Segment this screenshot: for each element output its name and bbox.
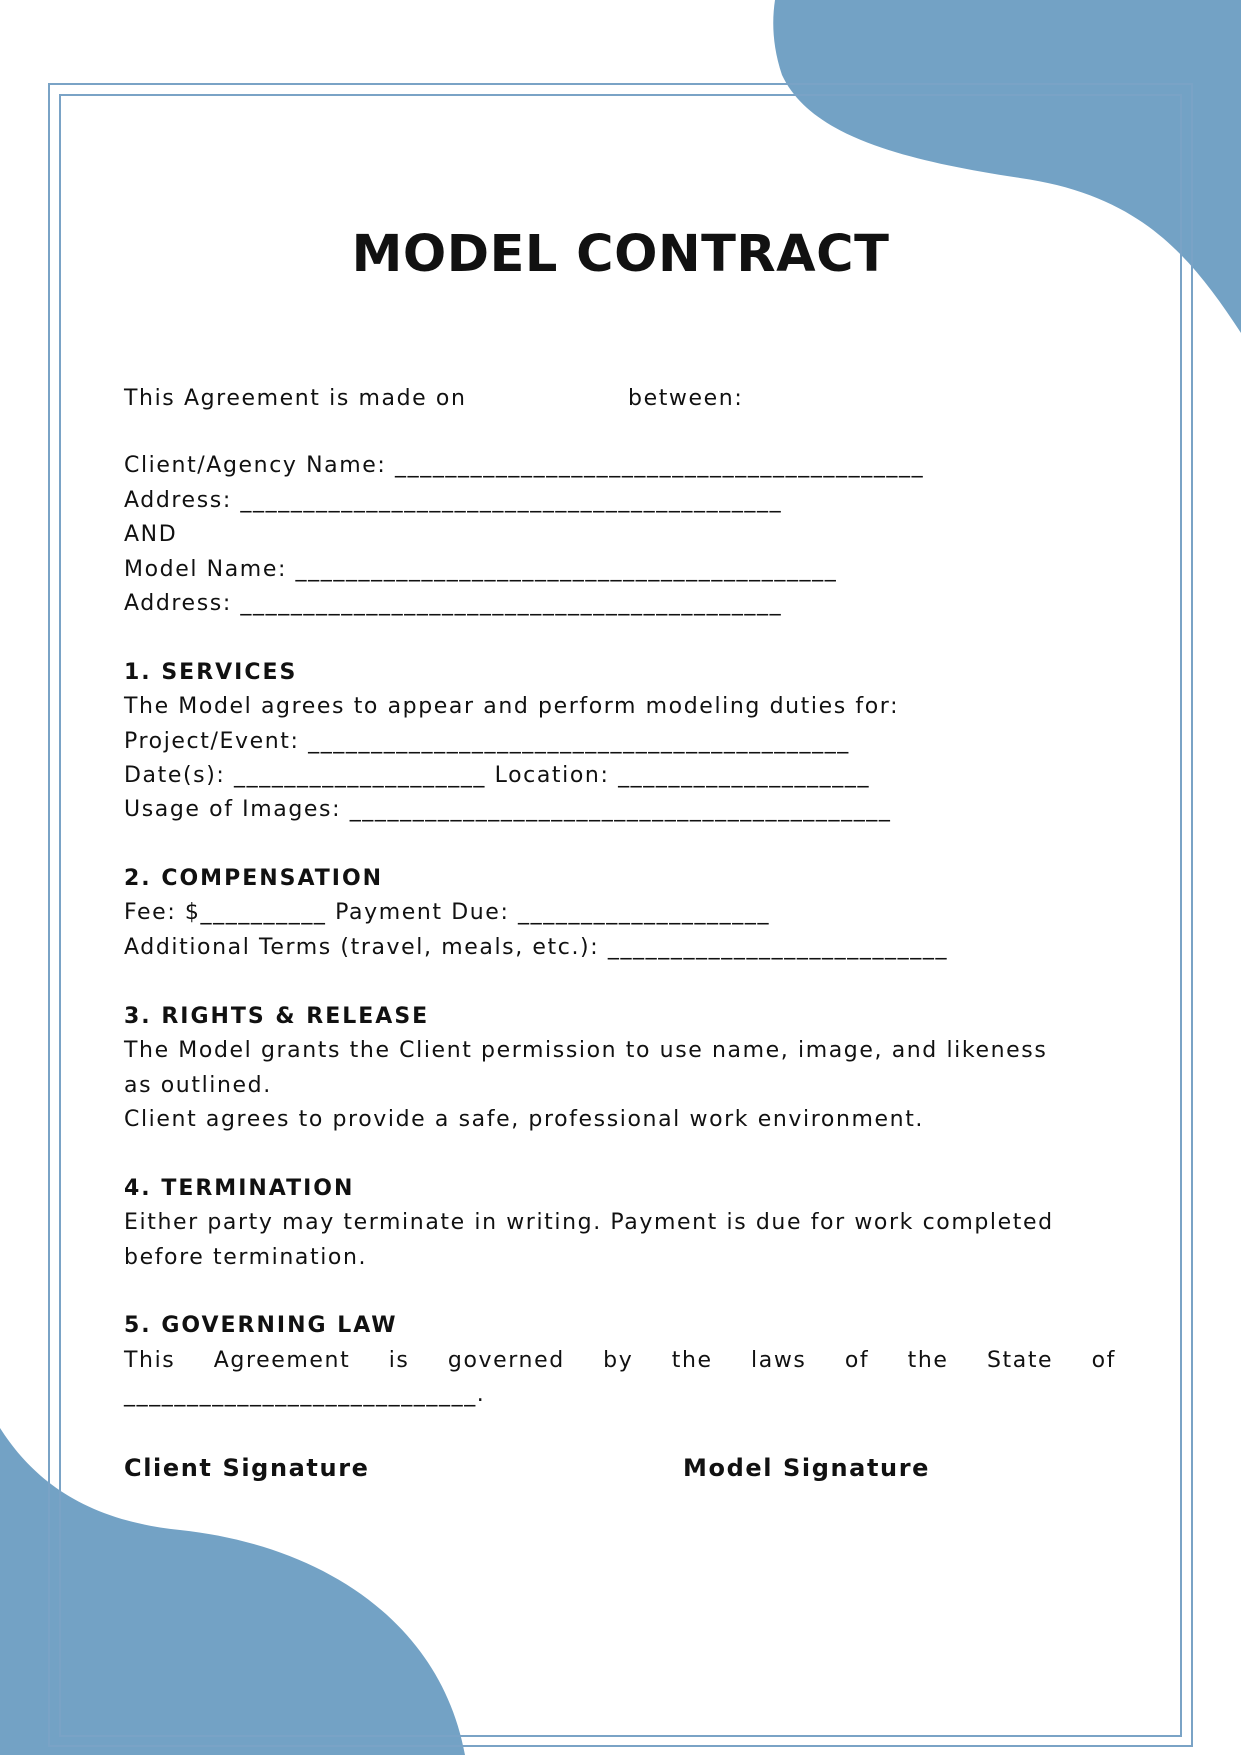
model-address-field[interactable]: Address: ___________________________________________ <box>124 591 783 616</box>
agreement-date-label: This Agreement is made on <box>124 386 467 411</box>
and-separator: AND <box>124 522 178 547</box>
between-label: between: <box>628 386 744 411</box>
model-name-field[interactable]: Model Name: ___________________________________________ <box>124 557 838 582</box>
client-signature-label: Client Signature <box>124 1454 370 1482</box>
rights-text-line-3: Client agrees to provide a safe, professional work environment. <box>124 1107 925 1132</box>
page-title: MODEL CONTRACT <box>351 225 890 284</box>
fee-payment-field[interactable]: Fee: $__________ Payment Due: ____________________ <box>124 900 771 925</box>
governing-law-state-field[interactable]: ____________________________. <box>124 1382 486 1407</box>
model-signature-label: Model Signature <box>683 1454 931 1482</box>
project-event-field[interactable]: Project/Event: ___________________________________________ <box>124 729 850 754</box>
termination-heading: 4. TERMINATION <box>124 1176 355 1201</box>
additional-terms-field[interactable]: Additional Terms (travel, meals, etc.): ___________________________ <box>124 935 949 960</box>
rights-heading: 3. RIGHTS & RELEASE <box>124 1004 430 1029</box>
dates-location-field[interactable]: Date(s): ____________________ Location: ____________________ <box>124 763 871 788</box>
termination-text-line-2: before termination. <box>124 1245 368 1270</box>
rights-text-line-2: as outlined. <box>124 1073 272 1098</box>
rights-text-line-1: The Model grants the Client permission to use name, image, and likeness <box>124 1038 1048 1063</box>
compensation-heading: 2. COMPENSATION <box>124 866 384 891</box>
client-agency-name-field[interactable]: Client/Agency Name: __________________________________________ <box>124 453 925 478</box>
usage-of-images-field[interactable]: Usage of Images: ___________________________________________ <box>124 797 892 822</box>
client-address-field[interactable]: Address: ___________________________________________ <box>124 488 783 513</box>
governing-law-heading: 5. GOVERNING LAW <box>124 1313 398 1338</box>
termination-text-line-1: Either party may terminate in writing. Payment is due for work completed <box>124 1210 1054 1235</box>
services-heading: 1. SERVICES <box>124 660 298 685</box>
governing-law-text-line-1: This Agreement is governed by the laws of the State of <box>124 1348 1116 1373</box>
services-text: The Model agrees to appear and perform modeling duties for: <box>124 694 900 719</box>
